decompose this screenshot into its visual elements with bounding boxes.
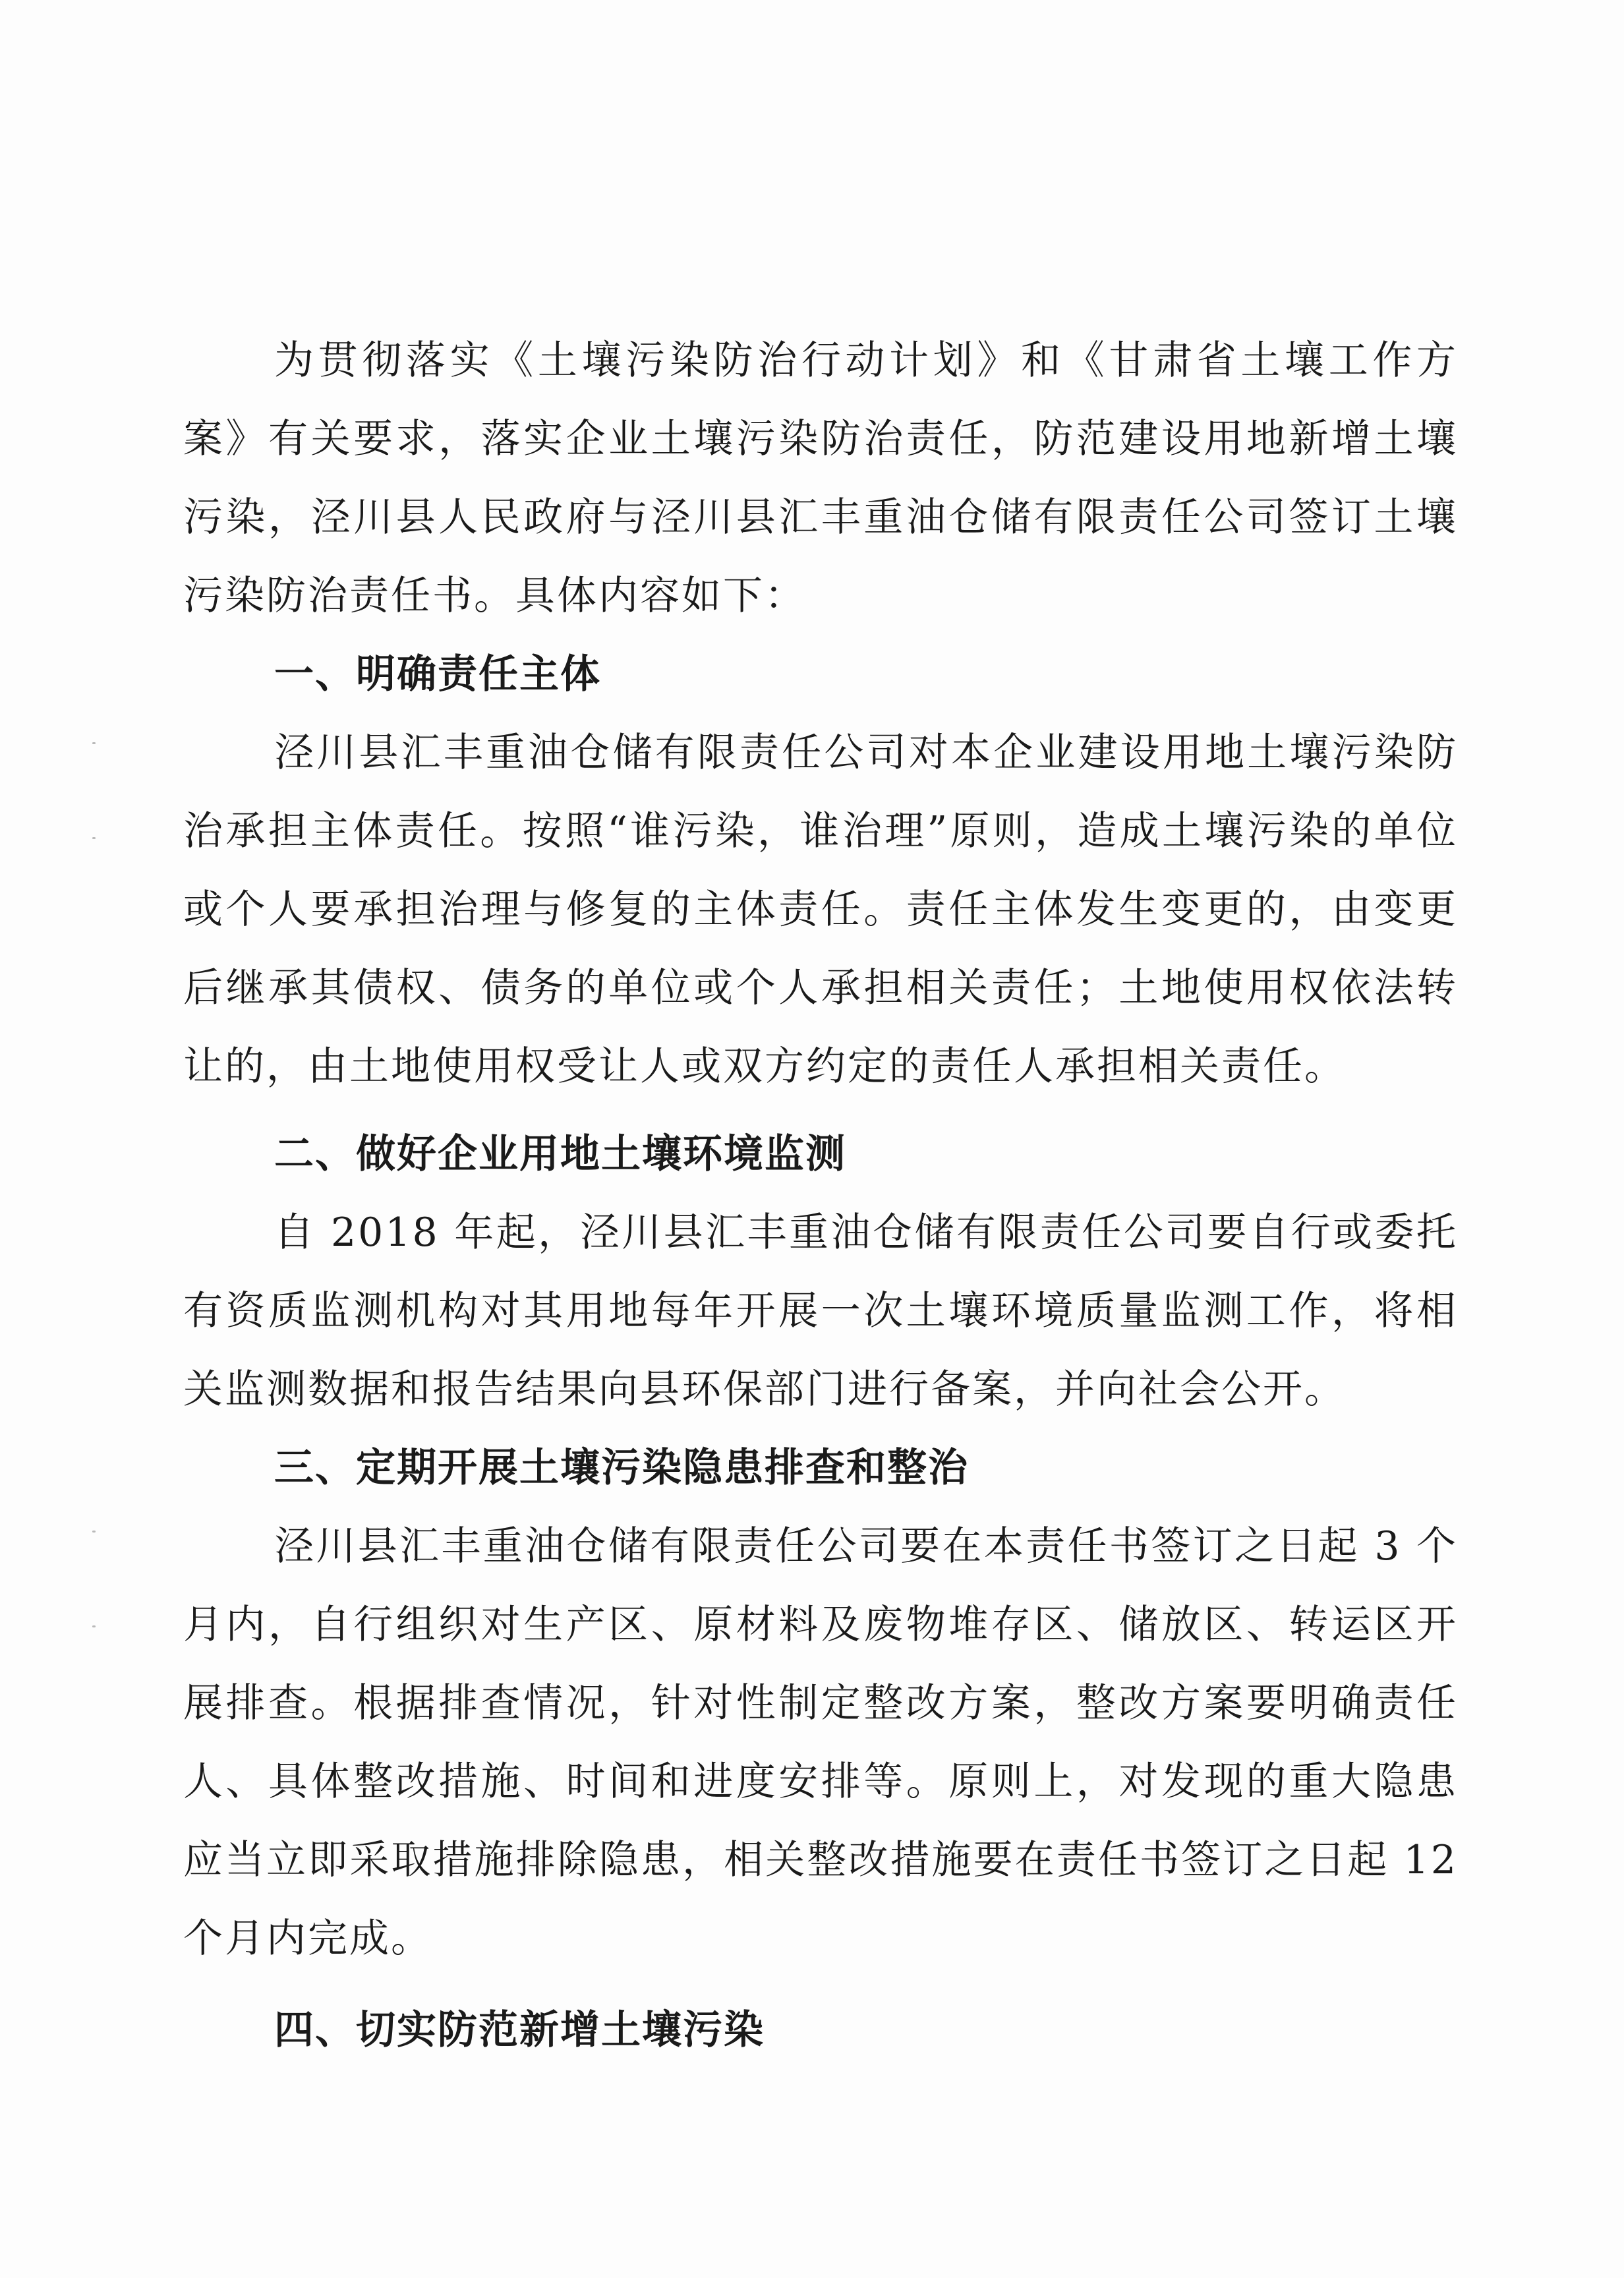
section-3-heading: 三、定期开展土壤污染隐患排查和整治: [274, 1445, 969, 1491]
section-2-body: 自 2018 年起，泾川县汇丰重油仓储有限责任公司要自行或委托有资质监测机构对其用地每年开展一次土壤环境质量监测工作，将相关监测数据和报告结果向县环保部门进行备案，并向社会公开。: [183, 1210, 1458, 1413]
scan-speck: [92, 837, 96, 839]
section-1-body: 泾川县汇丰重油仓储有限责任公司对本企业建设用地土壤污染防治承担主体责任。按照“谁污染，谁治理”原则，造成土壤污染的单位或个人要承担治理与修复的主体责任。责任主体发生变更的，由变更后继承其债权、债务的单位或个人承担相关责任；土地使用权依法转让的，由土地使用权受让人或双方约定的责任人承担相关责任。: [183, 730, 1458, 1090]
scan-speck: [92, 742, 96, 744]
section-1-heading: 一、明确责任主体: [274, 651, 601, 697]
scan-speck: [92, 1531, 96, 1533]
scan-speck: [92, 1625, 96, 1627]
section-4-heading: 四、切实防范新增土壤污染: [274, 2007, 765, 2053]
intro-paragraph: 为贯彻落实《土壤污染防治行动计划》和《甘肃省土壤工作方案》有关要求，落实企业土壤污染防治责任，防范建设用地新增土壤污染，泾川县人民政府与泾川县汇丰重油仓储有限责任公司签订土壤污染防治责任书。具体内容如下：: [183, 337, 1458, 619]
section-2-heading: 二、做好企业用地土壤环境监测: [274, 1131, 846, 1177]
section-3-body: 泾川县汇丰重油仓储有限责任公司要在本责任书签订之日起 3 个月内，自行组织对生产区、原材料及废物堆存区、储放区、转运区开展排查。根据排查情况，针对性制定整改方案，整改方案要明确责任人、具体整改措施、时间和进度安排等。原则上，对发现的重大隐患应当立即采取措施排除隐患，相关整改措施要在责任书签订之日起 12 个月内完成。: [183, 1523, 1458, 1962]
document-body: [183, 322, 1458, 2070]
